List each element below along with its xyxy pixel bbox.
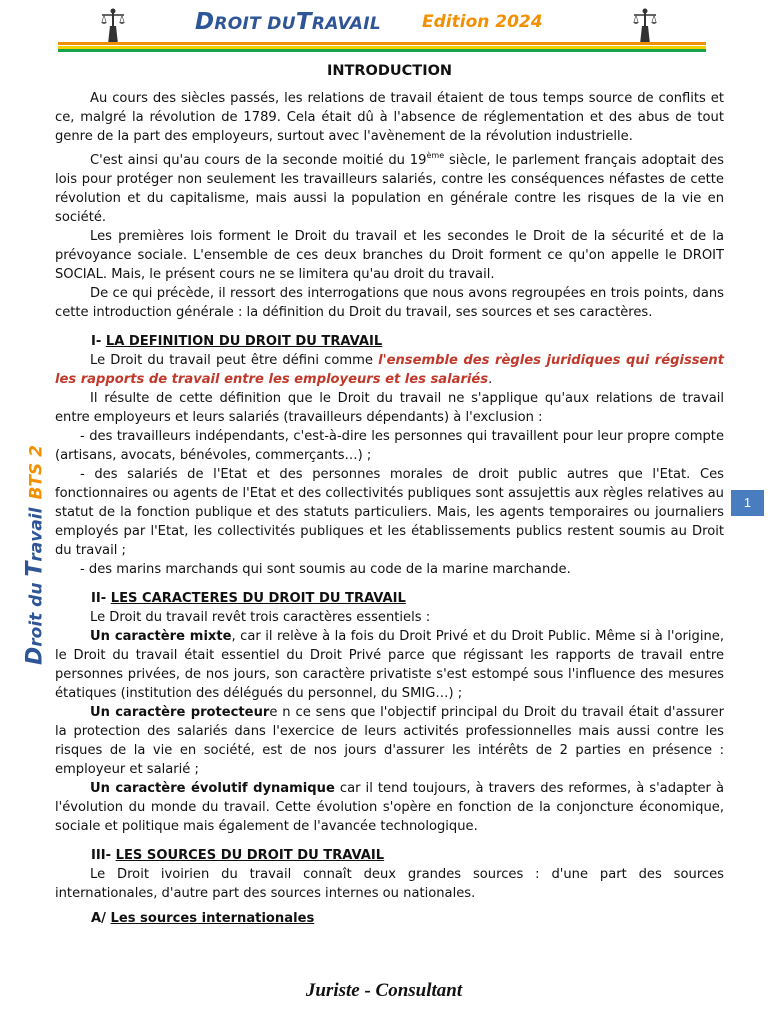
list-item: - des salariés de l'Etat et des personnes morales de droit public autres que l'Etat. Ces fonctionnaires ou agents de l'Etat et des collectivités publiques sont assujettis aux règles relatives au statut de la fonction publique et des statuts particuliers. Mais, les agents temporaires ou journaliers employés par l'Etat, les collectivités publiques et les établissements publics restent soumis au Droit du travail ; xyxy=(55,467,724,558)
section-heading-caracteres: II- LES CARACTERES DU DROIT DU TRAVAIL xyxy=(91,591,406,606)
definition-paragraph: Le Droit du travail peut être défini comme l'ensemble des règles juridiques qui régissent les rapports de travail entre les employeurs et les salariés. xyxy=(55,353,725,387)
subsection-heading: A/ Les sources internationales xyxy=(91,911,315,926)
list-item: - des travailleurs indépendants, c'est-à-dire les personnes qui travaillent pour leur propre compte (artisans, avocats, bénévoles, commerçants…) ; xyxy=(55,429,724,463)
header-divider xyxy=(58,42,706,52)
paragraph: Le Droit ivoirien du travail connaît deux grandes sources : d'une part des sources internationales, d'autre part des sources internes ou nationales. xyxy=(55,867,724,901)
paragraph: C'est ainsi qu'au cours de la seconde moitié du 19ème siècle, le parlement français adoptait des lois pour protéger non seulement les travailleurs salariés, contre les conséquences néfastes de cette révolution et du capitalisme, mais aussi la population en générale contre les risques de la vie en société. xyxy=(55,151,724,225)
side-title: Droit du TravailBTS 2 xyxy=(22,444,48,666)
document-title: DROIT DUTRAVAIL xyxy=(195,9,382,35)
document-body xyxy=(55,60,724,928)
paragraph: Les premières lois forment le Droit du travail et les secondes le Droit de la sécurité et de la prévoyance sociale. L'ensemble de ces deux branches du Droit forment ce qu'on appelle le DROIT SOCIAL. Mais, le présent cours ne se limitera qu'au droit du travail. xyxy=(55,229,724,282)
introduction-heading: INTRODUCTION xyxy=(326,63,453,79)
page-number-badge: 1 xyxy=(731,490,764,516)
list-item: Un caractère évolutif dynamique car il tend toujours, à travers des reformes, à s'adapter à l'évolution du monde du travail. Cette évolution s'opère en fonction de la conjoncture économique, sociale et politique mais également de l'avancée technologique. xyxy=(55,781,725,834)
paragraph: Au cours des siècles passés, les relations de travail étaient de tous temps source de conflits et ce, malgré la révolution de 1789. Cela était dû à l'absence de réglementation et des abus de tout genre de la part des employeurs, surtout avec l'avènement de la révolution industrielle. xyxy=(55,91,724,144)
section-heading-sources: III- LES SOURCES DU DROIT DU TRAVAIL xyxy=(91,848,385,863)
section-heading-definition: I- LA DEFINITION DU DROIT DU TRAVAIL xyxy=(91,334,383,349)
justice-statue-icon xyxy=(100,6,126,46)
paragraph: Il résulte de cette définition que le Droit du travail ne s'applique qu'aux relations de travail entre employeurs et leurs salariés (travailleurs dépendants) à l'exclusion : xyxy=(55,391,724,425)
paragraph: Le Droit du travail revêt trois caractères essentiels : xyxy=(90,610,431,625)
paragraph: De ce qui précède, il ressort des interrogations que nous avons regroupées en trois points, dans cette introduction générale : la définition du Droit du travail, ses sources et ses caractères. xyxy=(55,286,724,320)
edition-label: Edition 2024 xyxy=(422,12,543,32)
list-item: - des marins marchands qui sont soumis au code de la marine marchande. xyxy=(80,562,571,577)
justice-statue-icon xyxy=(632,6,658,46)
page-header xyxy=(0,0,768,52)
list-item: Un caractère mixte, car il relève à la fois du Droit Privé et du Droit Public. Même si à l'origine, le Droit du travail était essentiel du Droit Privé parce que régissant les rapports de travail entre personnes privées, de nos jours, son caractère privatiste s'est estompé sous l'influence des mesures étatiques (institution des délégués du personnel, du SMIG…) ; xyxy=(55,629,724,701)
page-footer: Juriste - Consultant xyxy=(305,980,463,1001)
list-item: Un caractère protecteure n ce sens que l'objectif principal du Droit du travail était d'assurer la protection des salariés dans l'exercice de leurs activités professionnelles mais aussi contre les risques de la vie en société, est de nos jours d'assurer les intérêts de 2 parties en présence : employeur et salarié ; xyxy=(55,705,724,777)
